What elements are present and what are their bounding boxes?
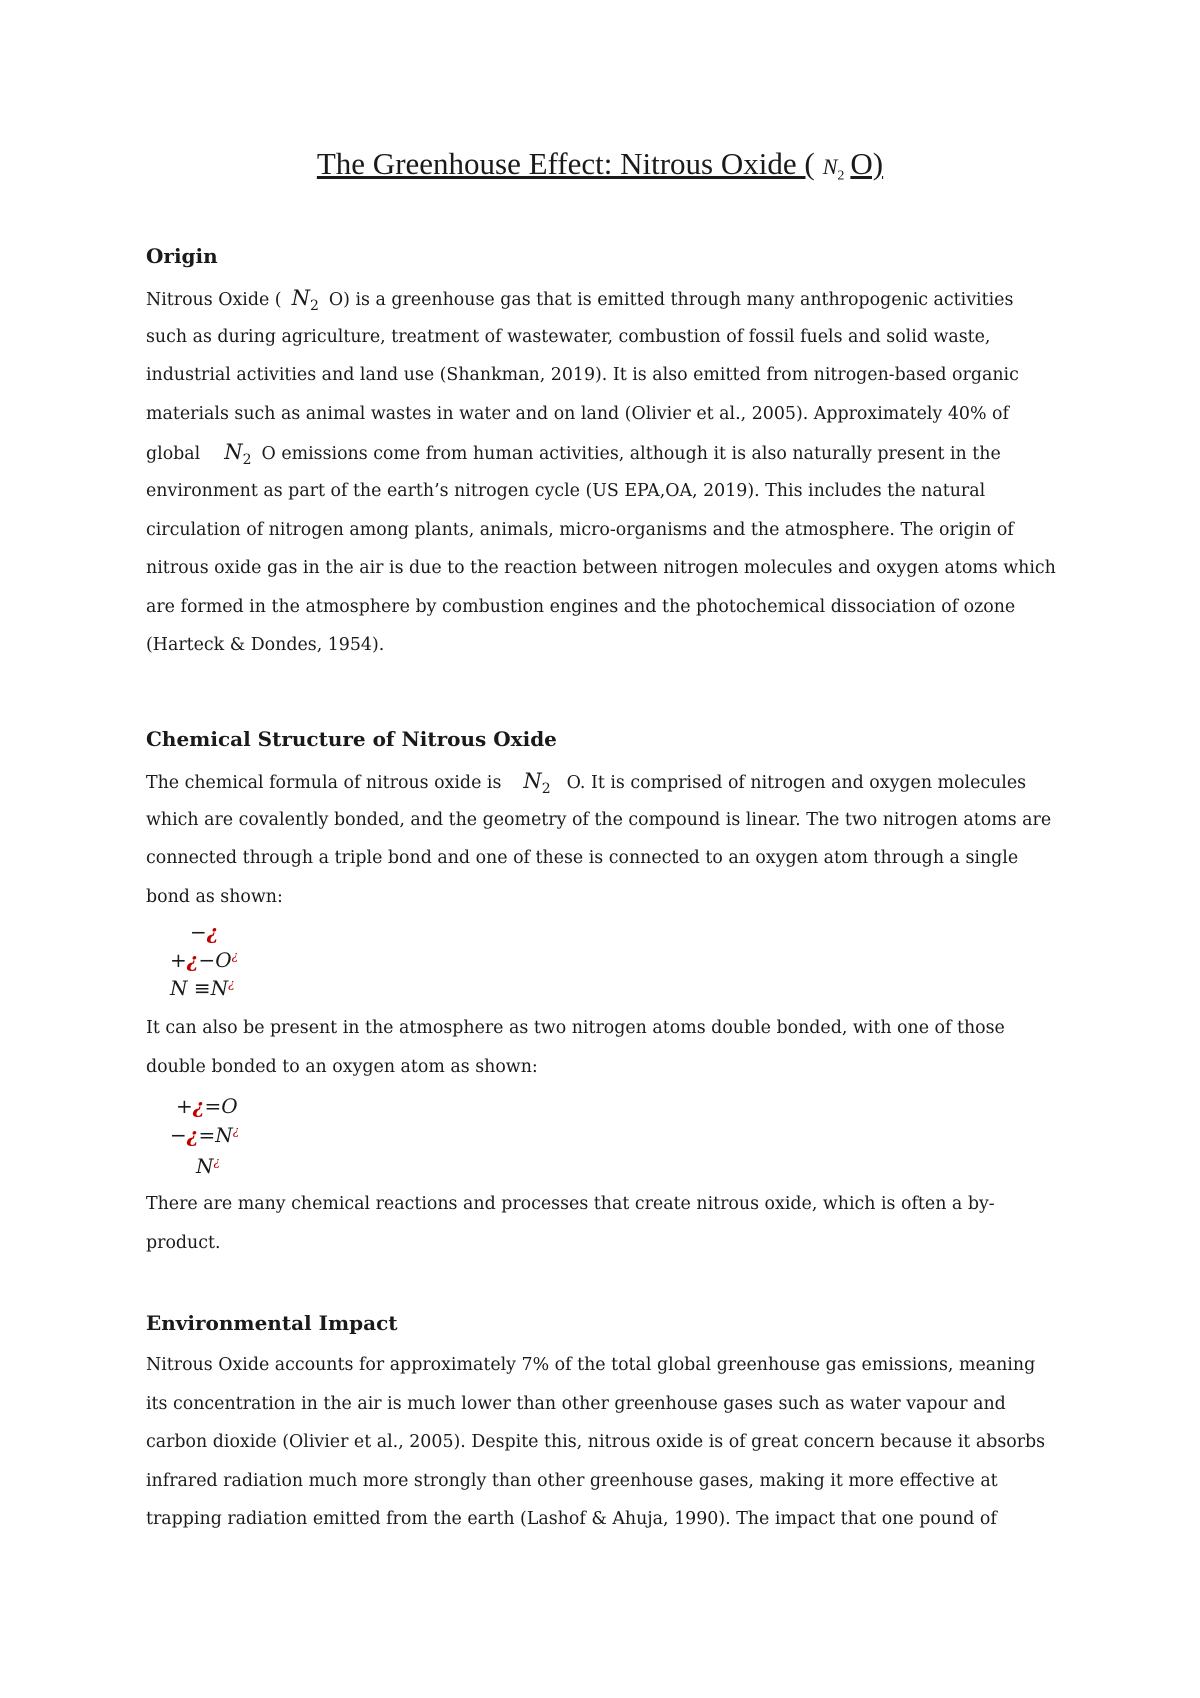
heading-chemical-structure: Chemical Structure of Nitrous Oxide <box>146 727 557 751</box>
structural-formula-line: +¿=O <box>176 1094 238 1118</box>
structural-formula-line: −¿=N¿ <box>170 1123 240 1147</box>
text-line: (Harteck & Dondes, 1954). <box>146 635 385 656</box>
structural-formula-line: +¿−O¿ <box>170 948 239 972</box>
formula-n2: $N_2$ <box>523 769 551 798</box>
title-text: The Greenhouse Effect: Nitrous Oxide ( <box>316 146 815 181</box>
formula-n2: $N_2$ <box>291 286 319 315</box>
text-line: trapping radiation emitted from the earth (Lashof & Ahuja, 1990). The impact that one pound of <box>146 1509 997 1530</box>
text-line: connected through a triple bond and one of these is connected to an oxygen atom through a single <box>146 848 1019 869</box>
text-line: Nitrous Oxide accounts for approximately 7% of the total global greenhouse gas emissions, meaning <box>146 1355 1036 1375</box>
text-line: The chemical formula of nitrous oxide is $N_2$ O. It is comprised of nitrogen and oxygen molecules <box>146 762 1066 801</box>
formula-n2: $N_2$ <box>224 440 252 469</box>
text-line: environment as part of the earth’s nitrogen cycle (US EPA,OA, 2019). This includes the natural <box>146 480 986 501</box>
structural-formula-line: N ≡N¿ <box>170 976 235 1000</box>
paragraph-origin <box>146 279 1066 665</box>
heading-environmental-impact: Environmental Impact <box>146 1311 398 1335</box>
text-line: It can also be present in the atmosphere as two nitrogen atoms double bonded, with one of those <box>146 1018 1005 1038</box>
structural-formula-line: −¿ <box>190 920 219 944</box>
formula-n2: $N_2$ <box>822 154 845 184</box>
document-title <box>0 146 1200 184</box>
text-line: nitrous oxide gas in the air is due to the reaction between nitrogen molecules and oxygen atoms which <box>146 558 1056 579</box>
text-line: carbon dioxide (Olivier et al., 2005). Despite this, nitrous oxide is of great concern because it absorbs <box>146 1432 1046 1453</box>
title-text-end: O) <box>850 146 884 181</box>
paragraph-structure-alt <box>146 1009 1066 1086</box>
text-line: There are many chemical reactions and processes that create nitrous oxide, which is often a by- <box>146 1194 995 1214</box>
text-line: such as during agriculture, treatment of wastewater, combustion of fossil fuels and solid waste, <box>146 326 991 347</box>
text-line: global $N_2$ O emissions come from human activities, although it is also naturally present in the <box>146 433 1066 472</box>
text-line: bond as shown: <box>146 886 283 907</box>
text-line: materials such as animal wastes in water and on land (Olivier et al., 2005). Approximately 40% of <box>146 403 1009 424</box>
paragraph-structure-outro <box>146 1185 1066 1262</box>
text-line: product. <box>146 1232 221 1253</box>
text-line: which are covalently bonded, and the geometry of the compound is linear. The two nitrogen atoms are <box>146 809 1052 830</box>
paragraph-structure-intro <box>146 762 1066 916</box>
text-line: its concentration in the air is much lower than other greenhouse gases such as water vapour and <box>146 1393 1006 1414</box>
text-line: infrared radiation much more strongly than other greenhouse gases, making it more effective at <box>146 1470 998 1491</box>
text-line: Nitrous Oxide ( $N_2$ O) is a greenhouse gas that is emitted through many anthropogenic activities <box>146 279 1066 318</box>
text-line: industrial activities and land use (Shankman, 2019). It is also emitted from nitrogen-based organic <box>146 365 1019 386</box>
text-line: double bonded to an oxygen atom as shown: <box>146 1056 538 1077</box>
text-line: are formed in the atmosphere by combustion engines and the photochemical dissociation of ozone <box>146 596 1016 617</box>
text-line: circulation of nitrogen among plants, animals, micro-organisms and the atmosphere. The origin of <box>146 519 1014 540</box>
structural-formula-line: N¿ <box>196 1154 220 1178</box>
paragraph-impact <box>146 1346 1066 1539</box>
heading-origin: Origin <box>146 244 218 268</box>
